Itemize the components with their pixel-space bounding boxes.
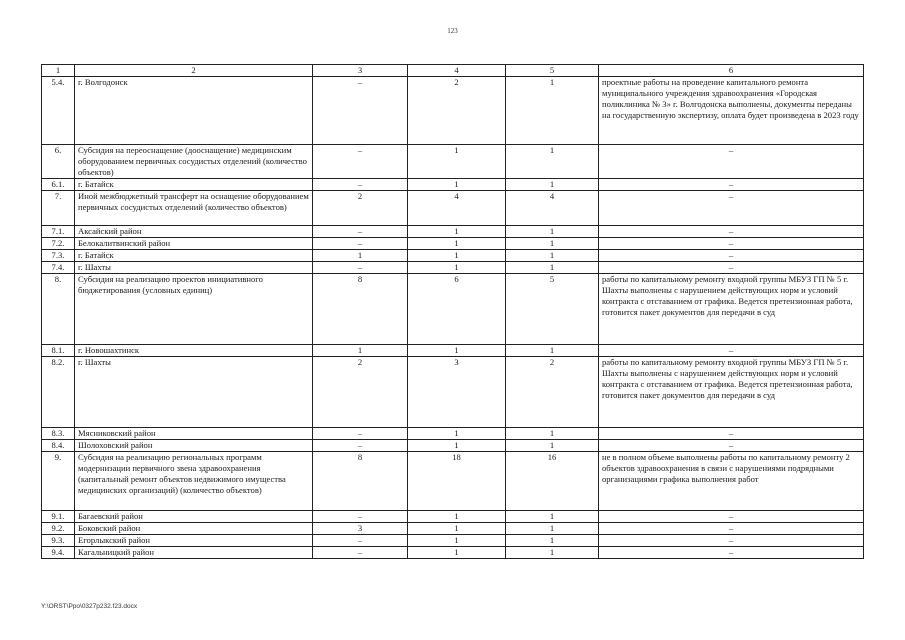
row-name: г. Шахты (75, 357, 313, 428)
row-name: г. Батайск (75, 250, 313, 262)
header-cell: 3 (313, 65, 408, 77)
table-row (42, 250, 864, 262)
row-name: Иной межбюджетный трансферт на оснащение оборудованием первичных сосудистых отделений (количество объектов) (75, 191, 313, 226)
table-row (42, 523, 864, 535)
row-number: 8. (42, 274, 75, 345)
col3-value: – (313, 535, 408, 547)
row-name: Багаевский район (75, 511, 313, 523)
row-note: – (599, 226, 864, 238)
table-row (42, 452, 864, 511)
table-row (42, 145, 864, 179)
col4-value: 18 (408, 452, 506, 511)
table-row (42, 179, 864, 191)
row-name: г. Волгодонск (75, 77, 313, 145)
col5-value: 1 (506, 145, 599, 179)
col5-value: 1 (506, 523, 599, 535)
row-name: г. Новошахтинск (75, 345, 313, 357)
table-row (42, 238, 864, 250)
col5-value: 1 (506, 428, 599, 440)
row-number: 7.1. (42, 226, 75, 238)
header-cell: 1 (42, 65, 75, 77)
col5-value: 1 (506, 440, 599, 452)
col4-value: 6 (408, 274, 506, 345)
page-number: 123 (447, 27, 458, 35)
row-name: Субсидия на реализацию проектов инициативного бюджетирования (условных единиц) (75, 274, 313, 345)
row-number: 9.3. (42, 535, 75, 547)
col4-value: 4 (408, 191, 506, 226)
row-note: работы по капитальному ремонту входной группы МБУЗ ГП № 5 г. Шахты выполнены с нарушением действующих норм и условий контракта с отставанием от графика. Ведется претензионная работа, готовится пакет документов для передачи в суд (599, 274, 864, 345)
row-note: – (599, 179, 864, 191)
col3-value: 1 (313, 250, 408, 262)
col3-value: – (313, 511, 408, 523)
col3-value: – (313, 238, 408, 250)
table-row (42, 357, 864, 428)
table-row (42, 262, 864, 274)
row-number: 7. (42, 191, 75, 226)
row-number: 8.2. (42, 357, 75, 428)
table-row (42, 547, 864, 559)
row-note: – (599, 191, 864, 226)
col5-value: 1 (506, 535, 599, 547)
col4-value: 1 (408, 179, 506, 191)
header-cell: 5 (506, 65, 599, 77)
table-header-row (42, 65, 864, 77)
row-note: – (599, 511, 864, 523)
row-note: не в полном объеме выполнены работы по капитальному ремонту 2 объектов здравоохранения в связи с нарушениями подрядными организациями графика выполнения работ (599, 452, 864, 511)
row-name: Егорлыкский район (75, 535, 313, 547)
header-cell: 2 (75, 65, 313, 77)
table-row (42, 345, 864, 357)
row-number: 8.1. (42, 345, 75, 357)
row-number: 9.4. (42, 547, 75, 559)
row-number: 9.2. (42, 523, 75, 535)
row-number: 6.1. (42, 179, 75, 191)
row-note: – (599, 440, 864, 452)
col4-value: 1 (408, 535, 506, 547)
col3-value: 2 (313, 357, 408, 428)
col4-value: 1 (408, 523, 506, 535)
row-note: – (599, 523, 864, 535)
col3-value: 8 (313, 452, 408, 511)
col5-value: 1 (506, 262, 599, 274)
table-row (42, 535, 864, 547)
col3-value: 3 (313, 523, 408, 535)
col4-value: 1 (408, 547, 506, 559)
col5-value: 1 (506, 345, 599, 357)
row-name: Субсидия на реализацию региональных программ модернизации первичного звена здравоохранения (капитальный ремонт объектов недвижимого имущества медицинских организаций) (количество объектов) (75, 452, 313, 511)
col4-value: 1 (408, 428, 506, 440)
col5-value: 5 (506, 274, 599, 345)
col3-value: 8 (313, 274, 408, 345)
row-note: – (599, 145, 864, 179)
row-name: Субсидия на переоснащение (дооснащение) медицинским оборудованием первичных сосудистых отделений (количество объектов) (75, 145, 313, 179)
col5-value: 1 (506, 547, 599, 559)
row-number: 6. (42, 145, 75, 179)
col3-value: – (313, 440, 408, 452)
col5-value: 1 (506, 238, 599, 250)
row-name: г. Шахты (75, 262, 313, 274)
row-number: 8.3. (42, 428, 75, 440)
col4-value: 2 (408, 77, 506, 145)
col5-value: 2 (506, 357, 599, 428)
col5-value: 1 (506, 226, 599, 238)
col4-value: 1 (408, 145, 506, 179)
footer-file-path: Y:\ORST\Ppo\0327p232.f23.docx (41, 603, 138, 610)
table-row (42, 77, 864, 145)
col3-value: – (313, 179, 408, 191)
row-name: Кагальницкий район (75, 547, 313, 559)
table-row (42, 511, 864, 523)
col5-value: 1 (506, 250, 599, 262)
col3-value: – (313, 226, 408, 238)
col5-value: 1 (506, 179, 599, 191)
header-cell: 4 (408, 65, 506, 77)
table-row (42, 428, 864, 440)
col4-value: 1 (408, 238, 506, 250)
row-number: 9.1. (42, 511, 75, 523)
col5-value: 1 (506, 511, 599, 523)
row-note: проектные работы на проведение капитального ремонта муниципального учреждения здравоохранения «Городская поликлиника № 3» г. Волгодонска выполнены, документы переданы на государственную экспертизу, оплата будет произведена в 2023 году (599, 77, 864, 145)
col3-value: 1 (313, 345, 408, 357)
col4-value: 1 (408, 262, 506, 274)
row-note: – (599, 345, 864, 357)
col5-value: 16 (506, 452, 599, 511)
report-table (41, 64, 864, 559)
table-row (42, 274, 864, 345)
row-note: – (599, 428, 864, 440)
row-name: Аксайский район (75, 226, 313, 238)
col3-value: – (313, 547, 408, 559)
row-number: 8.4. (42, 440, 75, 452)
row-number: 7.3. (42, 250, 75, 262)
col3-value: – (313, 145, 408, 179)
col3-value: – (313, 77, 408, 145)
header-cell: 6 (599, 65, 864, 77)
row-number: 9. (42, 452, 75, 511)
row-note: – (599, 547, 864, 559)
table-row (42, 191, 864, 226)
row-number: 5.4. (42, 77, 75, 145)
row-name: г. Батайск (75, 179, 313, 191)
col4-value: 3 (408, 357, 506, 428)
row-name: Белокалитвинский район (75, 238, 313, 250)
col4-value: 1 (408, 511, 506, 523)
row-name: Боковский район (75, 523, 313, 535)
row-note: – (599, 262, 864, 274)
col4-value: 1 (408, 226, 506, 238)
col5-value: 4 (506, 191, 599, 226)
col3-value: – (313, 262, 408, 274)
table-row (42, 440, 864, 452)
row-note: – (599, 238, 864, 250)
col3-value: 2 (313, 191, 408, 226)
row-note: – (599, 250, 864, 262)
col3-value: – (313, 428, 408, 440)
col4-value: 1 (408, 440, 506, 452)
table-row (42, 226, 864, 238)
col5-value: 1 (506, 77, 599, 145)
row-note: работы по капитальному ремонту входной группы МБУЗ ГП № 5 г. Шахты выполнены с нарушением действующих норм и условий контракта с отставанием от графика. Ведется претензионная работа, готовится пакет документов для передачи в суд (599, 357, 864, 428)
row-note: – (599, 535, 864, 547)
row-name: Мясниковский район (75, 428, 313, 440)
row-number: 7.2. (42, 238, 75, 250)
row-number: 7.4. (42, 262, 75, 274)
row-name: Шолоховский район (75, 440, 313, 452)
col4-value: 1 (408, 250, 506, 262)
col4-value: 1 (408, 345, 506, 357)
